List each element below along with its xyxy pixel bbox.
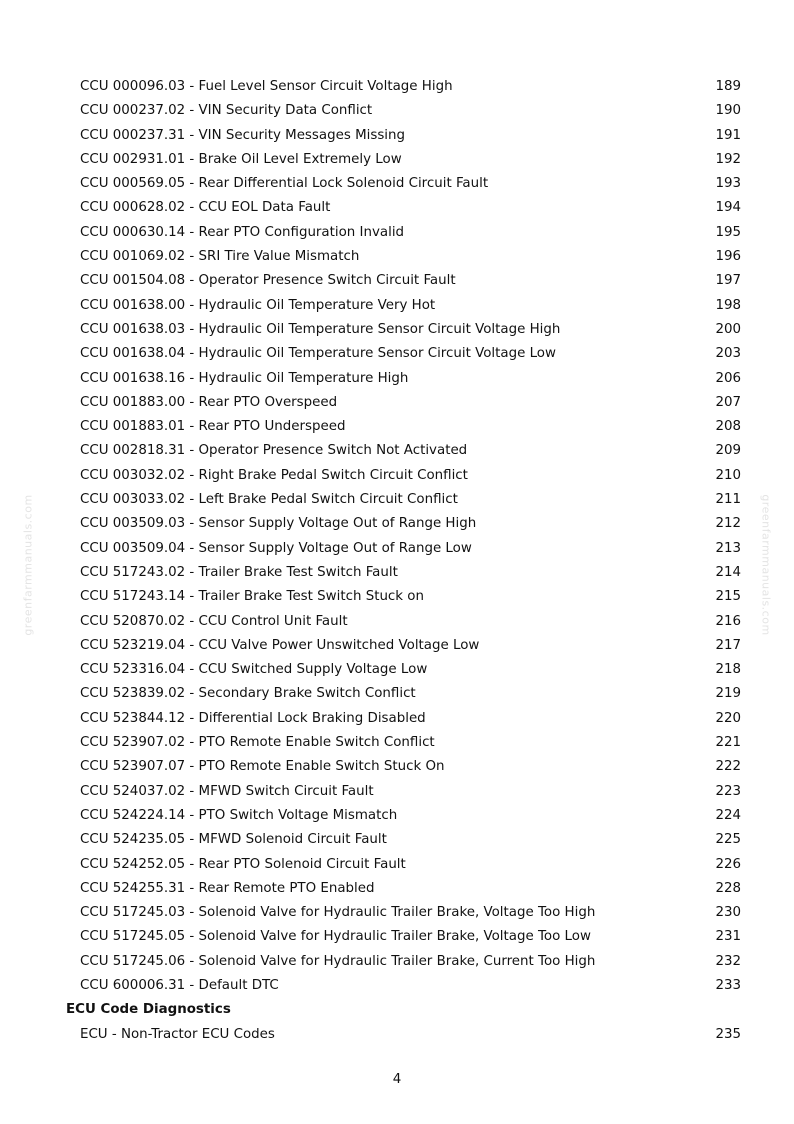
watermark-left: greenfarmmanuals.com bbox=[21, 494, 35, 636]
toc-entry-page: 210 bbox=[715, 467, 741, 483]
toc-entry[interactable] bbox=[0, 537, 794, 561]
toc-entry-page: 196 bbox=[715, 249, 741, 265]
toc-entry[interactable] bbox=[0, 585, 794, 609]
toc-entry[interactable] bbox=[0, 269, 794, 293]
toc-entry-page: 233 bbox=[715, 977, 741, 993]
toc-entry-title: CCU 000630.14 - Rear PTO Configuration Invalid bbox=[80, 224, 405, 240]
toc-entry[interactable] bbox=[0, 488, 794, 512]
toc-entry[interactable] bbox=[0, 294, 794, 318]
toc-entry[interactable] bbox=[0, 342, 794, 366]
toc-entry-title: CCU 524037.02 - MFWD Switch Circuit Fault bbox=[80, 783, 374, 799]
toc-entry[interactable] bbox=[0, 172, 794, 196]
toc-entry-title: CCU 517245.05 - Solenoid Valve for Hydraulic Trailer Brake, Voltage Too Low bbox=[80, 929, 591, 945]
toc-entry-page: 194 bbox=[715, 200, 741, 216]
toc-entry-page: 222 bbox=[715, 759, 741, 775]
toc-entry-title: CCU 524235.05 - MFWD Solenoid Circuit Fault bbox=[80, 832, 387, 848]
toc-entry-page: 192 bbox=[715, 151, 741, 167]
toc-entry-title: CCU 517243.14 - Trailer Brake Test Switch Stuck on bbox=[80, 589, 424, 605]
toc-entry[interactable] bbox=[0, 75, 794, 99]
toc-entry-title: CCU 003509.03 - Sensor Supply Voltage Out of Range High bbox=[80, 516, 477, 532]
toc-entry-title: CCU 001638.00 - Hydraulic Oil Temperature Very Hot bbox=[80, 297, 436, 313]
toc-entry-page: 197 bbox=[715, 273, 741, 289]
toc-entry-page: 191 bbox=[715, 127, 741, 143]
toc-entry-page: 208 bbox=[715, 419, 741, 435]
table-of-contents bbox=[0, 75, 794, 1047]
toc-entry-title: CCU 523219.04 - CCU Valve Power Unswitched Voltage Low bbox=[80, 637, 480, 653]
toc-entry[interactable] bbox=[0, 877, 794, 901]
toc-entry-page: 223 bbox=[715, 783, 741, 799]
toc-entry-page: 218 bbox=[715, 662, 741, 678]
toc-entry-title: CCU 003509.04 - Sensor Supply Voltage Out of Range Low bbox=[80, 540, 472, 556]
toc-entry-page: 217 bbox=[715, 637, 741, 653]
toc-entry-title: CCU 001638.04 - Hydraulic Oil Temperature Sensor Circuit Voltage Low bbox=[80, 346, 556, 362]
toc-entry-page: 220 bbox=[715, 710, 741, 726]
toc-entry-title: CCU 002931.01 - Brake Oil Level Extremely Low bbox=[80, 151, 402, 167]
toc-entry-page: 189 bbox=[715, 79, 741, 94]
page-number: 4 bbox=[392, 1072, 402, 1087]
toc-entry-title: CCU 517245.06 - Solenoid Valve for Hydraulic Trailer Brake, Current Too High bbox=[80, 953, 596, 969]
toc-entry[interactable] bbox=[0, 658, 794, 682]
toc-entry[interactable] bbox=[0, 925, 794, 949]
toc-entry-page: 228 bbox=[715, 880, 741, 896]
toc-entry[interactable] bbox=[0, 950, 794, 974]
toc-entry-page: 195 bbox=[715, 224, 741, 240]
toc-entry-title: CCU 524255.31 - Rear Remote PTO Enabled bbox=[80, 880, 375, 896]
toc-entry-title: CCU 001504.08 - Operator Presence Switch Circuit Fault bbox=[80, 273, 456, 289]
toc-entry-title: CCU 523839.02 - Secondary Brake Switch Conflict bbox=[80, 686, 416, 702]
toc-entry-page: 212 bbox=[715, 516, 741, 532]
toc-entry-page: 226 bbox=[715, 856, 741, 872]
toc-entry-page: 213 bbox=[715, 540, 741, 556]
toc-entry-list bbox=[0, 75, 794, 998]
toc-entry[interactable] bbox=[0, 610, 794, 634]
toc-entry-title: CCU 001638.03 - Hydraulic Oil Temperature Sensor Circuit Voltage High bbox=[80, 321, 561, 337]
toc-entry-page: 231 bbox=[715, 929, 741, 945]
toc-entry-page: 230 bbox=[715, 905, 741, 921]
toc-entry-title: CCU 003033.02 - Left Brake Pedal Switch Circuit Conflict bbox=[80, 492, 458, 508]
toc-entry[interactable] bbox=[0, 780, 794, 804]
toc-entry[interactable] bbox=[0, 464, 794, 488]
toc-entry[interactable] bbox=[0, 99, 794, 123]
toc-entry[interactable] bbox=[0, 561, 794, 585]
toc-entry-title: CCU 523844.12 - Differential Lock Braking Disabled bbox=[80, 710, 426, 726]
toc-entry[interactable] bbox=[0, 755, 794, 779]
toc-entry-page: 215 bbox=[715, 589, 741, 605]
toc-entry-title: CCU 524224.14 - PTO Switch Voltage Mismatch bbox=[80, 807, 398, 823]
toc-entry-page: 190 bbox=[715, 103, 741, 119]
toc-entry-title: CCU 524252.05 - Rear PTO Solenoid Circuit Fault bbox=[80, 856, 406, 872]
toc-entry[interactable] bbox=[0, 367, 794, 391]
toc-entry-title: CCU 517245.03 - Solenoid Valve for Hydraulic Trailer Brake, Voltage Too High bbox=[80, 905, 596, 921]
toc-entry-title: CCU 523907.02 - PTO Remote Enable Switch Conflict bbox=[80, 735, 435, 751]
toc-entry-page: 225 bbox=[715, 832, 741, 848]
toc-section-heading bbox=[0, 998, 794, 1022]
toc-entry-page: 219 bbox=[715, 686, 741, 702]
toc-entry[interactable] bbox=[0, 1023, 794, 1047]
toc-entry-page: 209 bbox=[715, 443, 741, 459]
toc-entry[interactable] bbox=[0, 731, 794, 755]
toc-entry-title: CCU 001883.01 - Rear PTO Underspeed bbox=[80, 419, 346, 435]
section-heading-text: ECU Code Diagnostics bbox=[66, 1002, 231, 1018]
toc-entry[interactable] bbox=[0, 682, 794, 706]
toc-entry-title: CCU 523907.07 - PTO Remote Enable Switch Stuck On bbox=[80, 759, 445, 775]
toc-entry-page: 211 bbox=[715, 492, 741, 508]
toc-entry-title: CCU 517243.02 - Trailer Brake Test Switch Fault bbox=[80, 564, 398, 580]
toc-entry-title: CCU 003032.02 - Right Brake Pedal Switch Circuit Conflict bbox=[80, 467, 468, 483]
toc-entry[interactable] bbox=[0, 974, 794, 998]
toc-entry-page: 207 bbox=[715, 394, 741, 410]
toc-entry[interactable] bbox=[0, 634, 794, 658]
toc-entry[interactable] bbox=[0, 124, 794, 148]
toc-entry-page: 221 bbox=[715, 735, 741, 751]
toc-entry-page: 235 bbox=[715, 1026, 741, 1042]
toc-entry-page: 216 bbox=[715, 613, 741, 629]
toc-entry[interactable] bbox=[0, 828, 794, 852]
toc-entry-title: CCU 000237.31 - VIN Security Messages Missing bbox=[80, 127, 405, 143]
toc-entry-title: CCU 520870.02 - CCU Control Unit Fault bbox=[80, 613, 348, 629]
toc-entry-page: 198 bbox=[715, 297, 741, 313]
toc-entry[interactable] bbox=[0, 707, 794, 731]
toc-entry-title: CCU 000237.02 - VIN Security Data Conflict bbox=[80, 103, 373, 119]
toc-entry[interactable] bbox=[0, 391, 794, 415]
toc-entry-page: 203 bbox=[715, 346, 741, 362]
toc-entry-page: 214 bbox=[715, 564, 741, 580]
toc-entry-page: 200 bbox=[715, 321, 741, 337]
toc-entry[interactable] bbox=[0, 415, 794, 439]
toc-entry-title: CCU 001638.16 - Hydraulic Oil Temperature High bbox=[80, 370, 409, 386]
toc-entry[interactable] bbox=[0, 439, 794, 463]
toc-entry-title: CCU 000569.05 - Rear Differential Lock Solenoid Circuit Fault bbox=[80, 176, 489, 192]
toc-entry[interactable] bbox=[0, 196, 794, 220]
toc-entry[interactable] bbox=[0, 512, 794, 536]
toc-entry-title: ECU - Non-Tractor ECU Codes bbox=[80, 1026, 275, 1042]
toc-entry[interactable] bbox=[0, 221, 794, 245]
toc-entry[interactable] bbox=[0, 318, 794, 342]
toc-entry-title: CCU 001883.00 - Rear PTO Overspeed bbox=[80, 394, 338, 410]
toc-entry-title: CCU 523316.04 - CCU Switched Supply Voltage Low bbox=[80, 662, 428, 678]
toc-entry-title: CCU 600006.31 - Default DTC bbox=[80, 977, 279, 993]
watermark-right: greenfarmmanuals.com bbox=[759, 494, 773, 636]
toc-entry-title: CCU 001069.02 - SRI Tire Value Mismatch bbox=[80, 249, 360, 265]
toc-entry[interactable] bbox=[0, 148, 794, 172]
toc-entry[interactable] bbox=[0, 245, 794, 269]
toc-entry[interactable] bbox=[0, 901, 794, 925]
toc-entry[interactable] bbox=[0, 804, 794, 828]
toc-entry-title: CCU 000096.03 - Fuel Level Sensor Circuit Voltage High bbox=[80, 79, 453, 94]
toc-entry-page: 193 bbox=[715, 176, 741, 192]
toc-entry-title: CCU 002818.31 - Operator Presence Switch Not Activated bbox=[80, 443, 468, 459]
toc-section-entry-list bbox=[0, 1023, 794, 1047]
toc-entry-page: 232 bbox=[715, 953, 741, 969]
toc-entry[interactable] bbox=[0, 853, 794, 877]
toc-entry-page: 224 bbox=[715, 807, 741, 823]
toc-entry-page: 206 bbox=[715, 370, 741, 386]
toc-entry-title: CCU 000628.02 - CCU EOL Data Fault bbox=[80, 200, 331, 216]
